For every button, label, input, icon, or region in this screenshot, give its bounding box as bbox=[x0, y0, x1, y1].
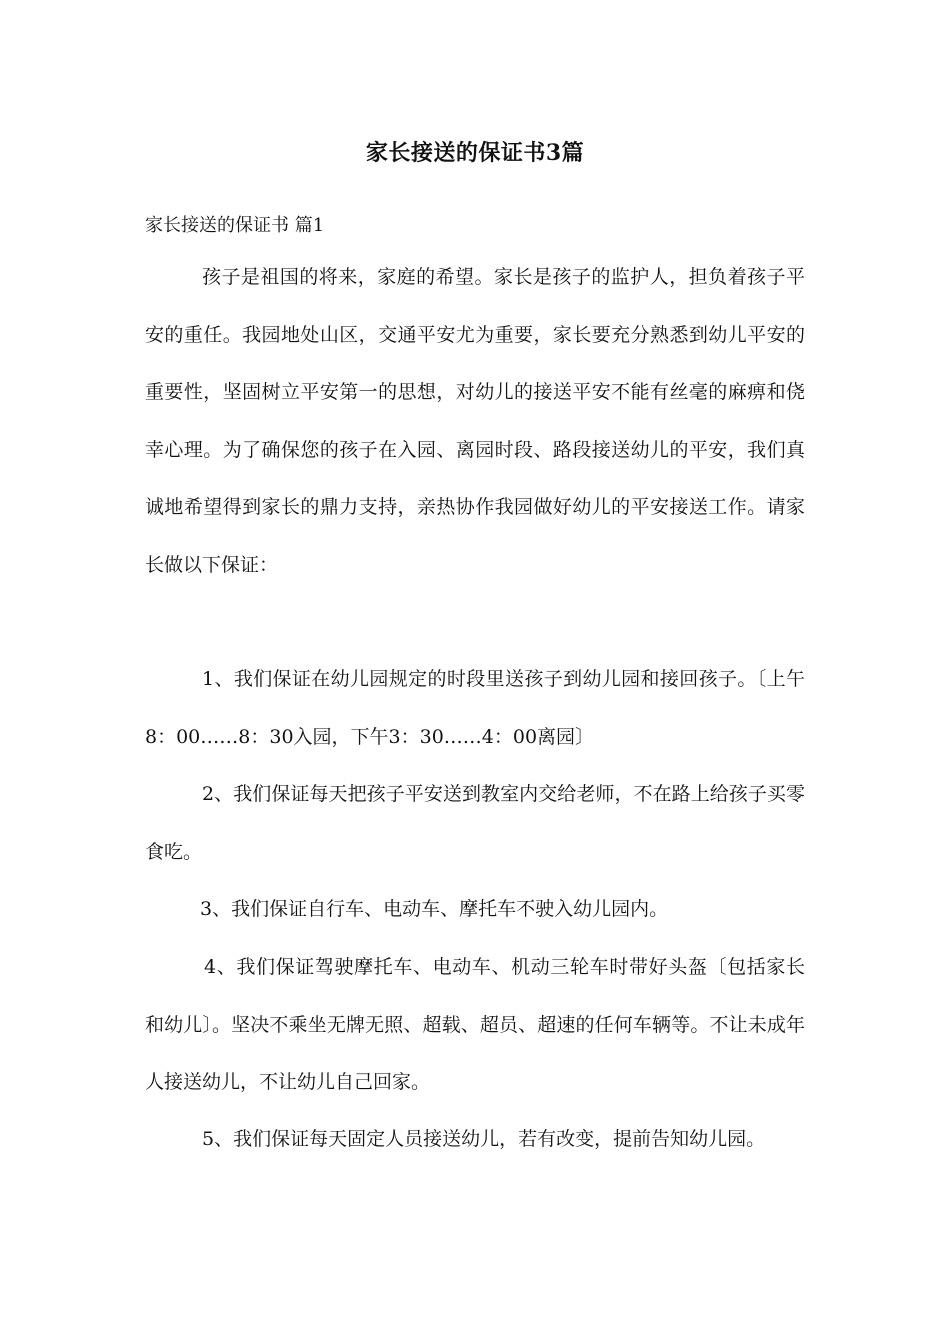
document-title: 家长接送的保证书3篇 bbox=[365, 140, 585, 166]
intro-paragraph: 孩子是祖国的将来，家庭的希望。家长是孩子的监护人，担负着孩子平安的重任。我园地处山区，交通平安尤为重要，家长要充分熟悉到幼儿平安的重要性，坚固树立平安第一的思想，对幼儿的接送平安不能有丝毫的麻痹和侥幸心理。为了确保您的孩子在入园、离园时段、路段接送幼儿的平安，我们真诚地希望得到家长的鼎力支持，亲热协作我园做好幼儿的平安接送工作。请家长做以下保证： bbox=[145, 266, 805, 576]
pledge-item-5: 5、我们保证每天固定人员接送幼儿，若有改变，提前告知幼儿园。 bbox=[202, 1128, 766, 1150]
pledge-item-2: 2、我们保证每天把孩子平安送到教室内交给老师，不在路上给孩子买零食吃。 bbox=[145, 783, 805, 863]
section-heading: 家长接送的保证书 篇1 bbox=[145, 215, 325, 236]
pledge-item-1: 1、我们保证在幼儿园规定的时段里送孩子到幼儿园和接回孩子。〔上午8：00……8：30入园，下午3：30……4：00离园〕 bbox=[145, 668, 805, 748]
pledge-item-3: 3、我们保证自行车、电动车、摩托车不驶入幼儿园内。 bbox=[200, 898, 669, 920]
pledge-item-4: 4、我们保证驾驶摩托车、电动车、机动三轮车时带好头盔〔包括家长和幼儿〕。坚决不乘坐无牌无照、超载、超员、超速的任何车辆等。不让未成年人接送幼儿，不让幼儿自己回家。 bbox=[145, 956, 805, 1093]
